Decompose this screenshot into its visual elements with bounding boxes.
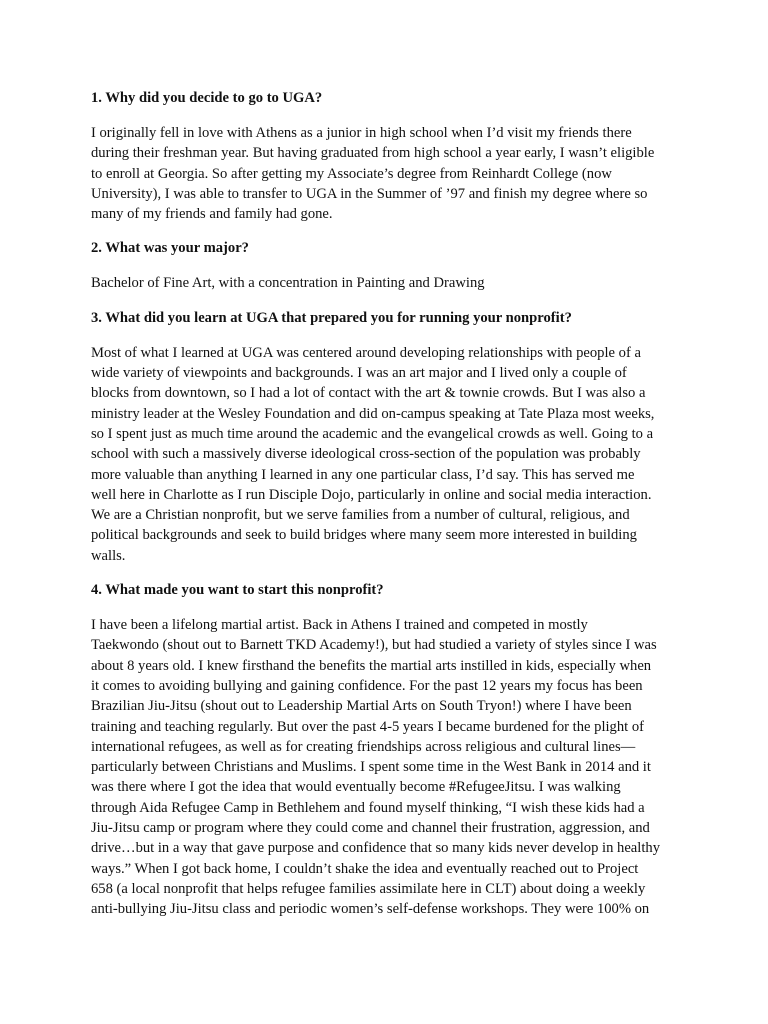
question-heading: 4. What made you want to start this nonprofit? — [91, 582, 384, 599]
question-heading: 3. What did you learn at UGA that prepared you for running your nonprofit? — [91, 309, 572, 326]
text-line: ways.” When I got back home, I couldn’t shake the idea and eventually reached out to Project — [91, 860, 639, 877]
section-1 — [91, 88, 691, 224]
section-3 — [91, 308, 691, 566]
text-line: wide variety of viewpoints and backgrounds. I was an art major and I lived only a couple of — [91, 365, 627, 382]
text-line: more valuable than anything I learned in any one particular class, I’d say. This has served me — [91, 466, 635, 483]
text-line: about 8 years old. I knew firsthand the benefits the martial arts instilled in kids, especially when — [91, 657, 652, 674]
text-line: school with such a massively diverse ideological cross-section of the population was probably — [91, 446, 641, 463]
text-line: Brazilian Jiu-Jitsu (shout out to Leadership Martial Arts on South Tryon!) where I have been — [91, 698, 632, 715]
answer-paragraph — [91, 123, 691, 224]
section-2 — [91, 238, 691, 293]
text-line: Jiu-Jitsu camp or program where they could come and channel their frustration, aggression, and — [91, 820, 650, 837]
text-line: 658 (a local nonprofit that helps refugee families assimilate here in CLT) about doing a weekly — [91, 880, 646, 897]
text-line: I have been a lifelong martial artist. Back in Athens I trained and competed in mostly — [91, 617, 588, 634]
text-line: walls. — [91, 547, 126, 564]
text-line: it comes to avoiding bullying and gaining confidence. For the past 12 years my focus has been — [91, 677, 643, 694]
text-line: I originally fell in love with Athens as a junior in high school when I’d visit my friends there — [91, 125, 632, 141]
text-line: anti-bullying Jiu-Jitsu class and periodic women’s self-defense workshops. They were 100% on — [91, 901, 650, 918]
text-line: was there where I got the idea that would eventually become #RefugeeJitsu. I was walking — [91, 779, 621, 796]
text-line: ministry leader at the Wesley Foundation and did on-campus speaking at Tate Plaza most weeks, — [91, 405, 655, 422]
question-heading: 2. What was your major? — [91, 240, 249, 257]
text-line: particularly between Christians and Muslims. I spent some time in the West Bank in 2014 and it — [91, 759, 651, 776]
answer-paragraph — [91, 273, 691, 293]
text-line: blocks from downtown, so I had a lot of contact with the art & townie crowds. But I was also a — [91, 385, 646, 402]
text-line: through Aida Refugee Camp in Bethlehem and found myself thinking, “I wish these kids had a — [91, 799, 645, 816]
text-line: to enroll at Georgia. So after getting my Associate’s degree from Reinhardt College (now — [91, 165, 612, 182]
question-heading: 1. Why did you decide to go to UGA? — [91, 90, 323, 106]
text-line: so I spent just as much time around the academic and the evangelical crowds as well. Going to a — [91, 425, 654, 442]
text-line: Most of what I learned at UGA was centered around developing relationships with people of a — [91, 344, 641, 361]
answer-paragraph — [91, 615, 691, 919]
text-line: political backgrounds and seek to build bridges where many seem more interested in building — [91, 527, 637, 544]
text-line: during their freshman year. But having graduated from high school a year early, I wasn’t eligible — [91, 145, 655, 162]
text-line: well here in Charlotte as I run Disciple Dojo, particularly in online and social media interaction. — [91, 486, 652, 503]
text-line: Taekwondo (shout out to Barnett TKD Academy!), but had studied a variety of styles since I was — [91, 637, 657, 654]
text-line: We are a Christian nonprofit, but we serve families from a number of cultural, religious, and — [91, 507, 630, 524]
text-line: drive…but in a way that gave purpose and confidence that so many kids never develop in healthy — [91, 840, 660, 857]
text-line: Bachelor of Fine Art, with a concentration in Painting and Drawing — [91, 275, 485, 292]
answer-paragraph — [91, 343, 691, 566]
document-page — [91, 88, 691, 934]
text-line: international refugees, as well as for creating friendships across religious and cultural lines— — [91, 738, 636, 755]
text-line: training and teaching regularly. But over the past 4-5 years I became burdened for the plight of — [91, 718, 645, 735]
text-line: many of my friends and family had gone. — [91, 206, 333, 223]
text-line: University), I was able to transfer to UGA in the Summer of ’97 and finish my degree where so — [91, 185, 648, 202]
section-4 — [91, 580, 691, 919]
